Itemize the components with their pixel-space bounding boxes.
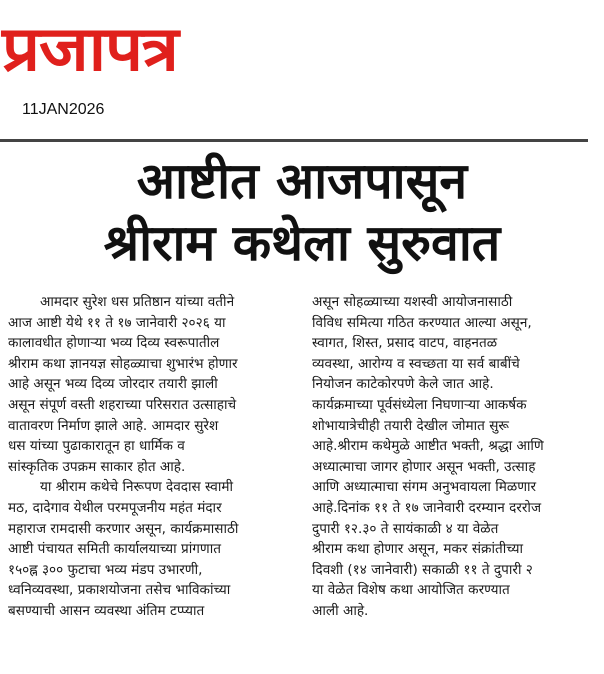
- article-line: सांस्कृतिक उपक्रम साकार होत आहे.: [8, 458, 186, 475]
- article-line: या श्रीराम कथेचे निरूपण देवदास स्वामी: [40, 479, 234, 496]
- article-line: स्वागत, शिस्त, प्रसाद वाटप, वाहनतळ: [312, 335, 498, 352]
- headline-line-2: श्रीराम कथेला सुरुवात: [103, 213, 501, 272]
- article-line: आज आष्टी येथे ११ ते १७ जानेवारी २०२६ या: [8, 314, 226, 331]
- headline-rule: [0, 139, 588, 142]
- article-line: श्रीराम कथा ज्ञानयज्ञ सोहळ्याचा शुभारंभ होणार: [8, 355, 238, 372]
- article-line: आणि अध्यात्माचा संगम अनुभवायला मिळणार: [312, 479, 537, 496]
- article-line: अध्यात्माचा जागर होणार असून भक्ती, उत्साह: [312, 458, 536, 475]
- article-line: बसण्याची आसन व्यवस्था अंतिम टप्प्यात: [8, 602, 205, 619]
- article-line: शोभायात्रेचीही तयारी देखील जोमात सुरू: [312, 417, 509, 434]
- article-line: कालावधीत होणाऱ्या भव्य दिव्य स्वरूपातील: [8, 335, 220, 352]
- headline: [0, 150, 604, 274]
- article-line: मठ, दादेगाव येथील परमपूजनीय महंत मंदार: [8, 499, 222, 516]
- article-line: ध्वनिव्यवस्था, प्रकाशयोजना तसेच भाविकांच्या: [8, 582, 231, 599]
- headline-line-1: आष्टीत आजपासून: [136, 151, 468, 210]
- article-line: वातावरण निर्माण झाले आहे. आमदार सुरेश: [8, 417, 219, 434]
- article-line: नियोजन काटेकोरपणे केले जात आहे.: [312, 376, 494, 393]
- article-column-right: [312, 292, 602, 622]
- article-line: या वेळेत विशेष कथा आयोजित करण्यात: [312, 582, 510, 599]
- article-line: असून संपूर्ण वस्ती शहराच्या परिसरात उत्साहाचे: [8, 396, 237, 413]
- article-line: कार्यक्रमाच्या पूर्वसंध्येला निघणाऱ्या आकर्षक: [312, 396, 527, 413]
- article-line: आष्टी पंचायत समिती कार्यालयाच्या प्रांगणात: [8, 541, 222, 558]
- article-line: आहे.दिनांक ११ ते १७ जानेवारी दरम्यान दररोज: [312, 499, 542, 516]
- dateline: 11JAN2026: [22, 101, 105, 118]
- masthead-logo: प्रजापत्र: [2, 12, 178, 85]
- masthead: [2, 8, 302, 90]
- article-line: आली आहे.: [312, 602, 369, 619]
- article-column-left: [8, 292, 290, 622]
- article-line: विविध समित्या गठित करण्यात आल्या असून,: [312, 314, 532, 331]
- article-line: आहे.श्रीराम कथेमुळे आष्टीत भक्ती, श्रद्धा आणि: [312, 438, 544, 455]
- article-line: व्यवस्था, आरोग्य व स्वच्छता या सर्व बाबींचे: [312, 355, 520, 372]
- article-line: आमदार सुरेश धस प्रतिष्ठान यांच्या वतीने: [40, 294, 235, 310]
- article-line: श्रीराम कथा होणार असून, मकर संक्रांतीच्या: [312, 541, 524, 558]
- article-line: महाराज रामदासी करणार असून, कार्यक्रमासाठी: [8, 520, 239, 537]
- article-line: असून सोहळ्याच्या यशस्वी आयोजनासाठी: [312, 294, 513, 310]
- article-line: आहे असून भव्य दिव्य जोरदार तयारी झाली: [8, 376, 218, 393]
- article-line: दिवशी (१४ जानेवारी) सकाळी ११ ते दुपारी २: [312, 561, 533, 578]
- article-line: धस यांच्या पुढाकारातून हा धार्मिक व: [8, 438, 185, 455]
- article-line: दुपारी १२.३० ते सायंकाळी ४ या वेळेत: [312, 520, 499, 537]
- article-line: १५०ह्न ३०० फुटाचा भव्य मंडप उभारणी,: [8, 561, 203, 578]
